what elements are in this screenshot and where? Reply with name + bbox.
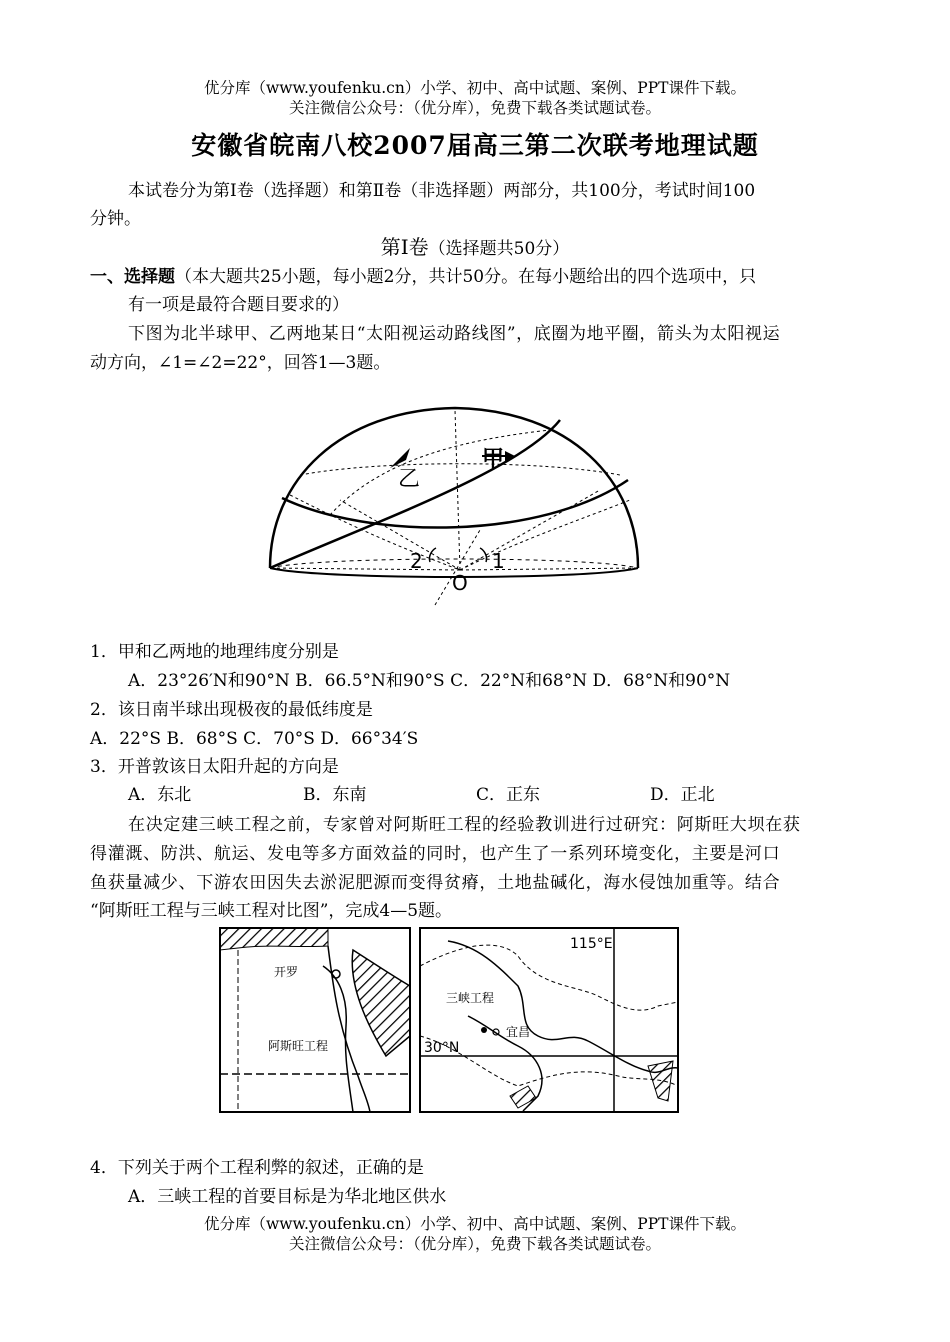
footer-line-2: 关注微信公众号：（优分库），免费下载各类试题试卷。 — [288, 1235, 661, 1253]
q4-option-a: A．三峡工程的首要目标是为华北地区供水 — [128, 1187, 447, 1207]
passage1-line-1: 下图为北半球甲、乙两地某日“太阳视运动路线图”，底圈为地平圈，箭头为太阳视运 — [128, 324, 781, 344]
part1-heading — [90, 266, 756, 288]
q2-stem: 2．该日南半球出现极夜的最低纬度是 — [90, 700, 373, 720]
header-line-1: 优分库（www.youfenku.cn）小学、初中、高中试题、案例、PPT课件下载。 — [203, 79, 747, 97]
q1-stem: 1．甲和乙两地的地理纬度分别是 — [90, 642, 339, 662]
label-30n: 30°N — [424, 1040, 460, 1056]
section-heading — [0, 236, 950, 260]
q3-option-a: A．东北 — [128, 785, 192, 805]
sun-path-diagram — [260, 380, 650, 610]
passage2-line-1: 在决定建三峡工程之前，专家曾对阿斯旺工程的经验教训进行过研究：阿斯旺大坝在获 — [128, 815, 801, 835]
label-yichang: 宜昌 — [506, 1025, 531, 1039]
part1-desc-2: 有一项是最符合题目要求的） — [128, 295, 349, 315]
label-angle-2: 2 — [410, 549, 423, 573]
label-yi: 乙 — [398, 467, 421, 492]
q4-stem: 4．下列关于两个工程利弊的叙述，正确的是 — [90, 1158, 424, 1178]
label-angle-1: 1 — [492, 549, 505, 573]
part1-desc-1: （本大题共25小题，每小题2分，共计50分。在每小题给出的四个选项中，只 — [175, 267, 757, 287]
section-sub: （选择题共50分） — [428, 239, 570, 259]
passage1-line-2: 动方向，∠1=∠2=22°，回答1—3题。 — [90, 353, 391, 373]
q3-option-b: B．东南 — [303, 785, 367, 805]
header-line-2: 关注微信公众号：（优分库），免费下载各类试题试卷。 — [288, 99, 661, 117]
passage2-line-2: 得灌溉、防洪、航运、发电等多方面效益的同时，也产生了一系列环境变化，主要是河口 — [90, 844, 781, 864]
label-cairo: 开罗 — [274, 965, 299, 979]
intro-line-1: 本试卷分为第Ⅰ卷（选择题）和第Ⅱ卷（非选择题）两部分，共100分，考试时间100 — [128, 181, 756, 201]
comparison-maps — [218, 926, 680, 1116]
page-title: 安徽省皖南八校2007届高三第二次联考地理试题 — [191, 131, 759, 160]
intro-line-2: 分钟。 — [90, 209, 141, 229]
part1-label: 一、选择题 — [90, 267, 175, 287]
footer-line-1: 优分库（www.youfenku.cn）小学、初中、高中试题、案例、PPT课件下载。 — [203, 1215, 747, 1233]
q3-stem: 3．开普敦该日太阳升起的方向是 — [90, 757, 339, 777]
passage2-line-4: “阿斯旺工程与三峡工程对比图”，完成4—5题。 — [90, 901, 453, 921]
q1-options: A．23°26′N和90°N B．66.5°N和90°S C．22°N和68°N D．68°N和90°N — [128, 671, 731, 691]
q3-option-d: D．正北 — [650, 785, 715, 805]
label-sanxia: 三峡工程 — [446, 991, 495, 1005]
q2-options: A．22°S B．68°S C．70°S D．66°34′S — [90, 729, 419, 749]
label-o: O — [452, 571, 468, 595]
label-jia: 甲 — [482, 447, 505, 472]
q3-option-c: C．正东 — [476, 785, 541, 805]
section-label: 第Ⅰ卷 — [380, 235, 429, 259]
label-115e: 115°E — [570, 936, 613, 952]
passage2-line-3: 鱼获量减少、下游农田因失去淤泥肥源而变得贫瘠，土地盐碱化，海水侵蚀加重等。结合 — [90, 873, 781, 893]
label-aswan: 阿斯旺工程 — [268, 1039, 329, 1053]
